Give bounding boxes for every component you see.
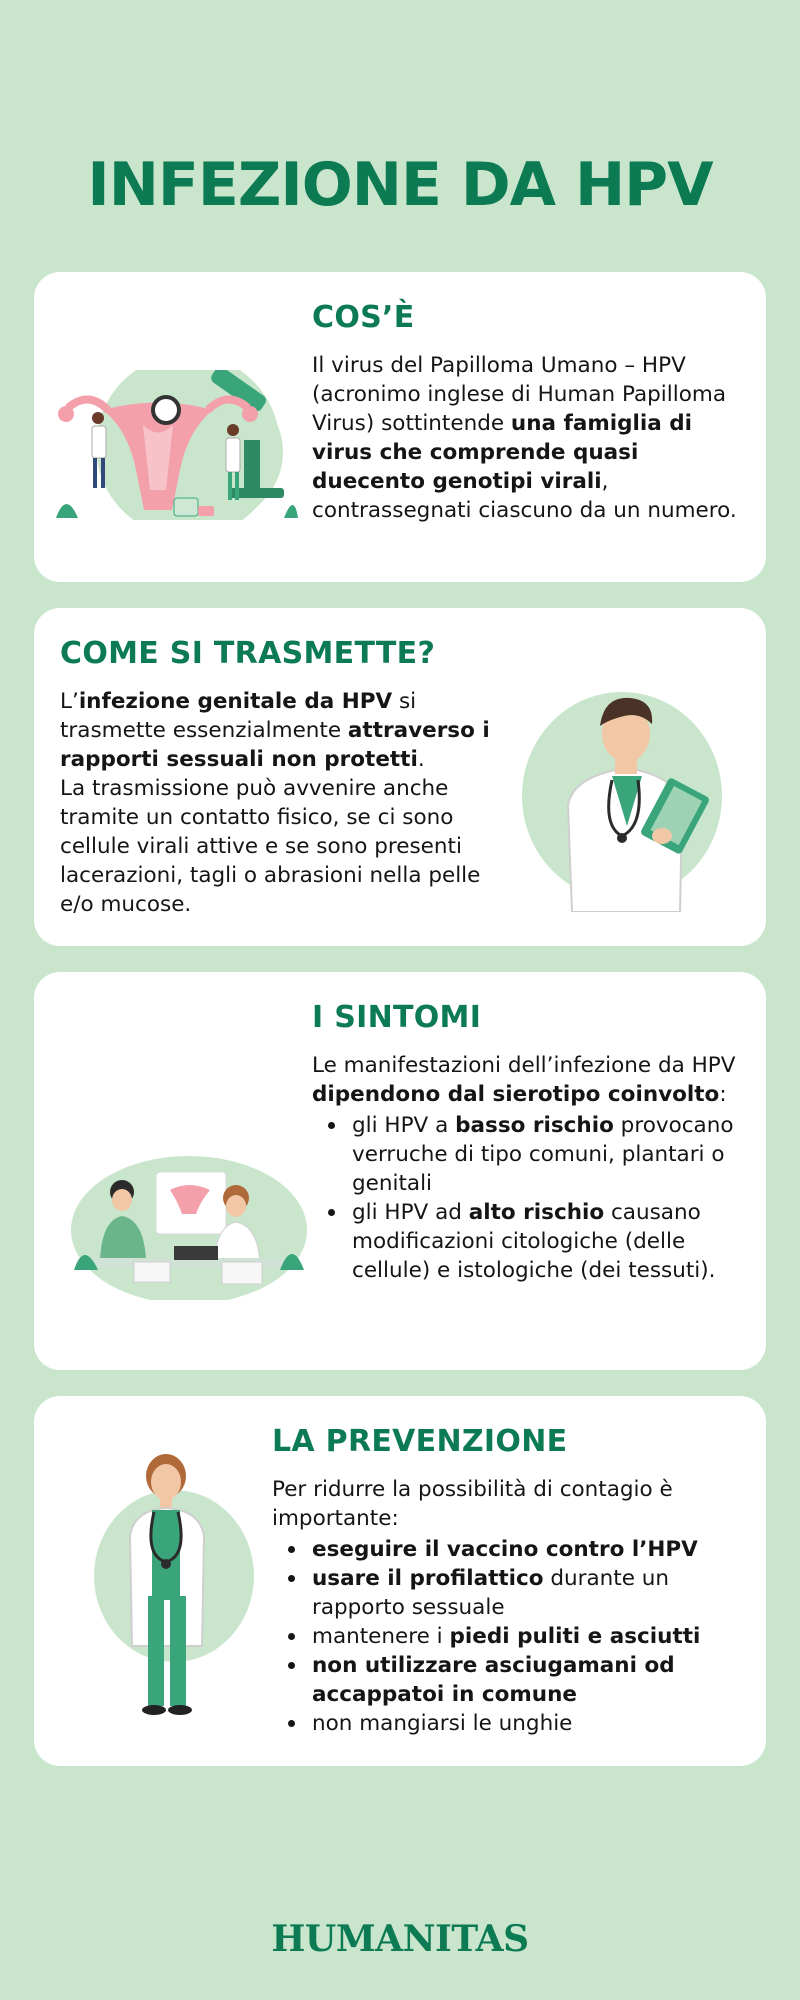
card-what-is	[34, 272, 766, 582]
section-heading-prevention: LA PREVENZIONE	[272, 1424, 568, 1459]
consultation-illustration	[64, 1150, 314, 1300]
page-title: INFEZIONE DA HPV	[87, 150, 713, 220]
symptoms-intro: Le manifestazioni dell’infezione da HPV dipendono dal sierotipo coinvolto:	[312, 1053, 736, 1107]
transmission-paragraph: L’infezione genitale da HPV si trasmette essenzialmente attraverso i rapporti sessuali non protetti.	[60, 689, 490, 772]
female-doctor-illustration	[74, 1446, 274, 1736]
humanitas-logo: HUMANITAS	[271, 1918, 529, 1960]
card-symptoms	[34, 972, 766, 1370]
what-is-paragraph: Il virus del Papilloma Umano – HPV (acronimo inglese di Human Papilloma Virus) sottintende una famiglia di virus che comprende quasi duecento genotipi virali, contrassegnati ciascuno da un numero.	[312, 353, 737, 523]
prevention-list	[272, 1535, 748, 1738]
prevention-intro: Per ridurre la possibilità di contagio è importante:	[272, 1477, 673, 1531]
transmission-text-column	[60, 636, 520, 919]
symptoms-text-column	[312, 1000, 748, 1285]
list-item: non utilizzare asciugamani od accappatoi in comune	[272, 1651, 748, 1709]
card-prevention	[34, 1396, 766, 1766]
list-item: gli HPV ad alto rischio causano modificazioni citologiche (delle cellule) e istologiche (dei tessuti).	[312, 1198, 748, 1285]
list-item: non mangiarsi le unghie	[272, 1709, 748, 1738]
card-transmission	[34, 608, 766, 946]
section-heading-symptoms: I SINTOMI	[312, 1000, 482, 1035]
prevention-text-column	[272, 1424, 748, 1738]
what-is-text-column	[312, 300, 742, 525]
uterus-illustration	[48, 370, 298, 520]
list-item: mantenere i piedi puliti e asciutti	[272, 1622, 748, 1651]
doctor-clipboard-illustration	[512, 676, 742, 912]
section-heading-transmission: COME SI TRASMETTE?	[60, 636, 436, 671]
list-item: usare il profilattico durante un rapporto sessuale	[272, 1564, 748, 1622]
symptoms-list	[312, 1111, 748, 1285]
section-heading-what-is: COS’È	[312, 300, 415, 335]
list-item: eseguire il vaccino contro l’HPV	[272, 1535, 748, 1564]
transmission-paragraph-2: La trasmissione può avvenire anche tramite un contatto fisico, se ci sono cellule virali attive e se sono presenti lacerazioni, tagli o abrasioni nella pelle e/o mucose.	[60, 776, 481, 917]
list-item: gli HPV a basso rischio provocano verruche di tipo comuni, plantari o genitali	[312, 1111, 748, 1198]
